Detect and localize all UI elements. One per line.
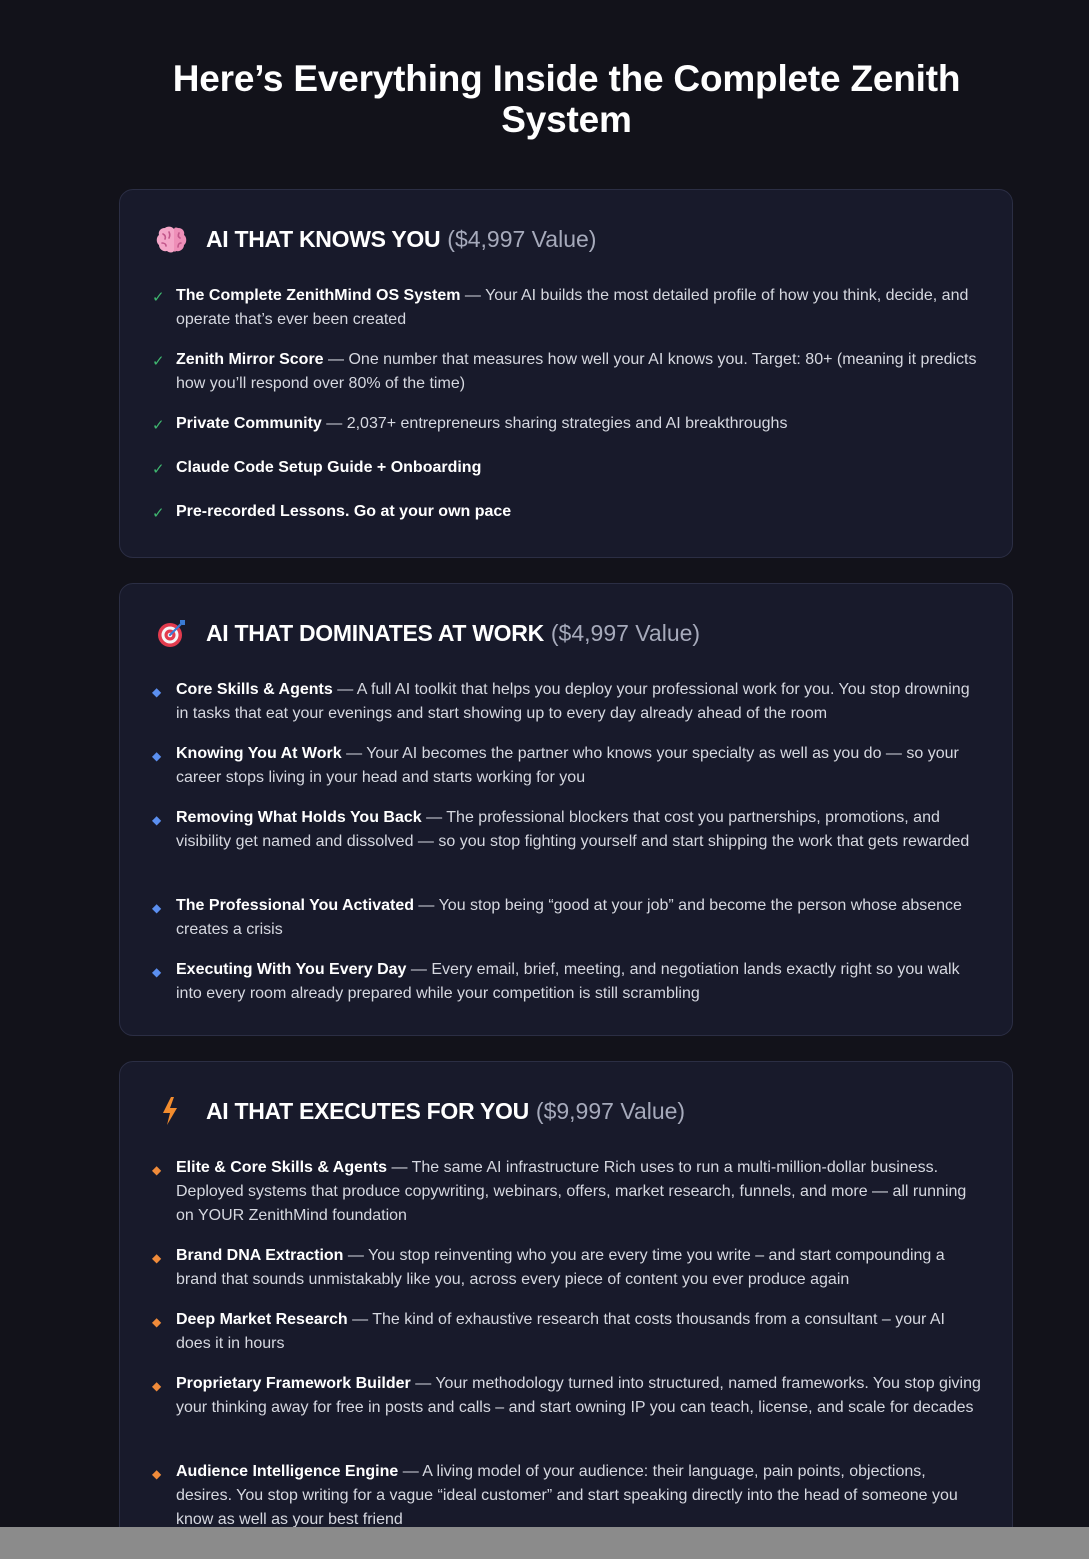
item-text: — A full AI toolkit that helps you deploy your professional work for you. You stop drowning in tasks that eat your evenings and start showing up to every day already ahead of the room <box>176 681 970 722</box>
diamond-icon: ◆ <box>152 749 162 763</box>
item-bold: Zenith Mirror Score <box>176 351 324 368</box>
section-title: AI THAT KNOWS YOU <box>206 225 441 252</box>
check-icon: ✓ <box>152 505 165 522</box>
section-title: AI THAT DOMINATES AT WORK <box>206 619 544 646</box>
item-bold: Core Skills & Agents <box>176 681 333 698</box>
section-header <box>156 1095 685 1127</box>
check-icon: ✓ <box>152 289 165 306</box>
item-bold: Removing What Holds You Back <box>176 809 422 826</box>
item-bold: Brand DNA Extraction <box>176 1247 344 1264</box>
item-bold: Knowing You At Work <box>176 745 342 762</box>
lightning-icon <box>156 1095 190 1127</box>
list-item <box>152 284 984 332</box>
list-item <box>152 1308 984 1356</box>
section-header <box>156 617 700 649</box>
page-title: Here’s Everything Inside the Complete Zenith System <box>172 58 961 140</box>
section-card-work <box>119 583 1013 1036</box>
diamond-icon: ◆ <box>152 901 162 915</box>
diamond-icon: ◆ <box>152 1315 162 1329</box>
section-value: ($4,997 Value) <box>550 619 701 646</box>
list-item <box>152 1372 984 1420</box>
bottom-bar <box>0 1527 1089 1559</box>
diamond-icon: ◆ <box>152 1251 162 1265</box>
list-item <box>152 894 984 942</box>
list-item <box>152 500 984 526</box>
diamond-icon: ◆ <box>152 813 162 827</box>
list-item <box>152 742 984 790</box>
list-item <box>152 958 984 1006</box>
item-text: — A living model of your audience: their language, pain points, objections, desires. You stop writing for a vague “ideal customer” and start speaking directly into the head of someone you know as well as your best friend <box>176 1463 958 1527</box>
diamond-icon: ◆ <box>152 685 162 699</box>
list-item <box>152 1156 984 1228</box>
item-text: — The kind of exhaustive research that costs thousands from a consultant – your AI does it in hours <box>176 1311 945 1352</box>
item-bold: Pre-recorded Lessons. Go at your own pace <box>176 503 512 520</box>
item-text: — You stop being “good at your job” and become the person whose absence creates a crisis <box>176 897 962 938</box>
item-bold: Elite & Core Skills & Agents <box>176 1159 388 1176</box>
diamond-icon: ◆ <box>152 1379 162 1393</box>
item-bold: Claude Code Setup Guide + Onboarding <box>176 459 482 476</box>
section-card-knows-you <box>119 189 1013 558</box>
diamond-icon: ◆ <box>152 1163 162 1177</box>
item-text: — The same AI infrastructure Rich uses to run a multi-million-dollar business. Deployed systems that produce copywriting, webinars, offers, market research, funnels, and more — all running on YOUR ZenithMind foundation <box>176 1159 967 1224</box>
diamond-icon: ◆ <box>152 1467 162 1481</box>
item-text: — One number that measures how well your AI knows you. Target: 80+ (meaning it predicts how you’ll respond over 80% of the time) <box>176 351 977 392</box>
item-bold: Private Community <box>176 415 322 432</box>
item-text: — The professional blockers that cost you partnerships, promotions, and visibility get named and dissolved — so you stop fighting yourself and start shipping the work that gets rewarded <box>176 809 970 850</box>
brain-icon <box>156 223 190 255</box>
item-text: — Your AI becomes the partner who knows your specialty as well as you do — so your career stops living in your head and starts working for you <box>176 745 959 786</box>
section-value: ($4,997 Value) <box>447 225 597 252</box>
list-item <box>152 678 984 726</box>
item-bold: Deep Market Research <box>176 1311 348 1328</box>
diamond-icon: ◆ <box>152 965 162 979</box>
item-text: — 2,037+ entrepreneurs sharing strategies and AI breakthroughs <box>321 415 788 432</box>
section-title: AI THAT EXECUTES FOR YOU <box>206 1097 529 1124</box>
item-text: — Your AI builds the most detailed profile of how you think, decide, and operate that’s ever been created <box>176 287 969 328</box>
item-bold: Executing With You Every Day <box>176 961 407 978</box>
check-icon: ✓ <box>152 417 165 434</box>
check-icon: ✓ <box>152 461 165 478</box>
section-card-executes <box>119 1061 1013 1527</box>
check-icon: ✓ <box>152 353 165 370</box>
section-value: ($9,997 Value) <box>535 1097 686 1124</box>
list-item <box>152 456 984 482</box>
list-item <box>152 348 984 396</box>
item-bold: Proprietary Framework Builder <box>176 1375 411 1392</box>
item-bold: The Complete ZenithMind OS System <box>176 287 461 304</box>
target-icon <box>156 617 190 649</box>
list-item <box>152 412 984 438</box>
item-bold: The Professional You Activated <box>176 897 414 914</box>
section-header <box>156 223 596 255</box>
list-item <box>152 1244 984 1292</box>
list-item <box>152 806 984 854</box>
item-text: — Every email, brief, meeting, and negotiation lands exactly right so you walk into every room already prepared while your competition is still scrambling <box>176 961 960 1002</box>
item-text: — Your methodology turned into structured, named frameworks. You stop giving your thinking away for free in posts and calls – and start owning IP you can teach, license, and scale for decades <box>176 1375 981 1416</box>
item-text: — You stop reinventing who you are every time you write – and start compounding a brand that sounds unmistakably like you, across every piece of content you ever produce again <box>176 1247 945 1288</box>
list-item <box>152 1460 984 1527</box>
item-bold: Audience Intelligence Engine <box>176 1463 399 1480</box>
